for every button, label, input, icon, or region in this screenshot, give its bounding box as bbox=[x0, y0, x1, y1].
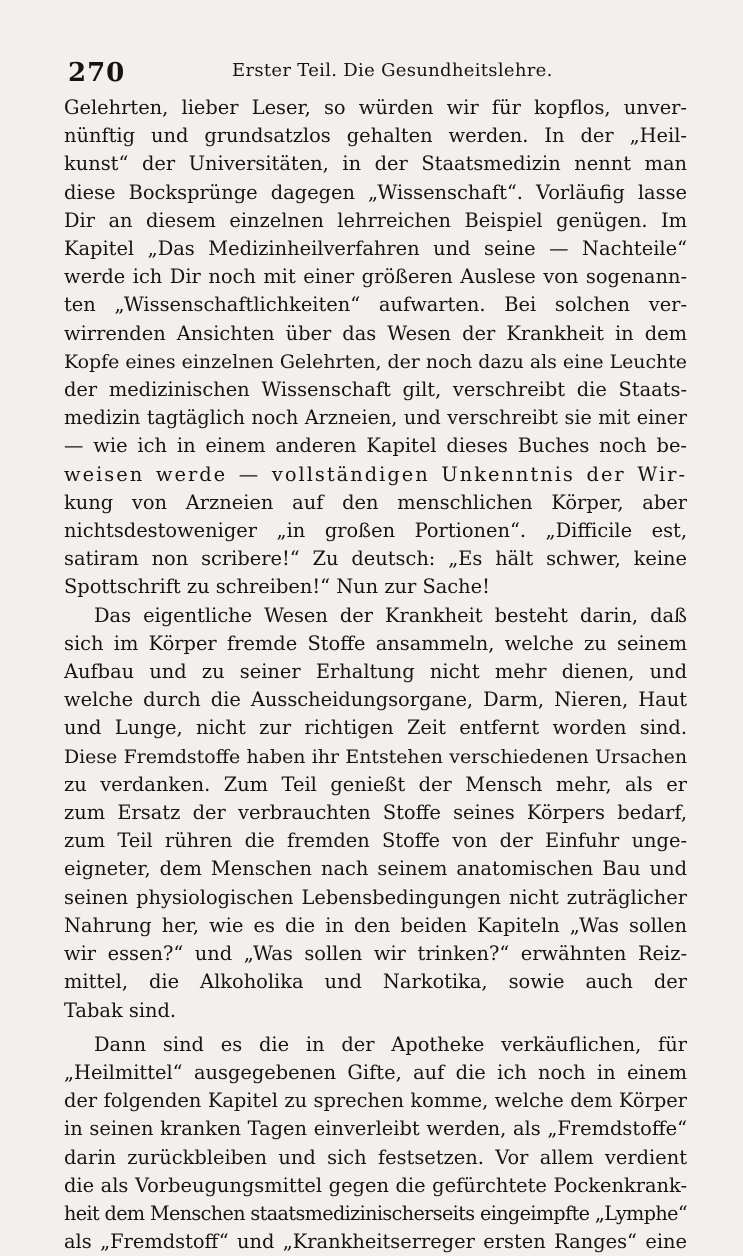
text-line: in seinen kranken Tagen einverleibt werden, als „Fremdstoffe“ bbox=[64, 1117, 687, 1141]
text-line: nichtsdestoweniger „in großen Portionen“. „Difficile est, bbox=[64, 519, 687, 543]
running-head: Erster Teil. Die Gesundheitslehre. bbox=[232, 60, 553, 81]
text-line: ten „Wissenschaftlichkeiten“ aufwarten. Bei solchen ver- bbox=[64, 293, 687, 317]
paragraph-3 bbox=[64, 1031, 687, 1256]
text-line: der folgenden Kapitel zu sprechen komme, welche dem Körper bbox=[64, 1089, 687, 1113]
text-line: zu verdanken. Zum Teil genießt der Mensch mehr, als er bbox=[64, 772, 687, 796]
text-line: Gelehrten, lieber Leser, so würden wir für kopflos, unver- bbox=[64, 96, 687, 119]
text-line: Kapitel „Das Medizinheilverfahren und seine — Nachteile“ bbox=[64, 237, 687, 261]
text-line: Tabak sind. bbox=[64, 998, 177, 1022]
text-line: diese Bocksprünge dagegen „Wissenschaft“. Vorläufig lasse bbox=[64, 180, 687, 204]
text-line: kunst“ der Universitäten, in der Staatsmedizin nennt man bbox=[64, 152, 687, 176]
text-line: der medizinischen Wissenschaft gilt, verschreibt die Staats- bbox=[64, 378, 687, 402]
text-line: wirrenden Ansichten über das Wesen der Krankheit in dem bbox=[64, 321, 687, 345]
text-line: seinen physiologischen Lebensbedingungen nicht zuträglicher bbox=[64, 885, 687, 909]
text-line: Kopfe eines einzelnen Gelehrten, der noch dazu als eine Leuchte bbox=[64, 350, 687, 373]
text-line: und Lunge, nicht zur richtigen Zeit entfernt worden sind. bbox=[64, 716, 687, 740]
text-line: sich im Körper fremde Stoffe ansammeln, welche zu seinem bbox=[64, 631, 687, 655]
text-line: wir essen?“ und „Was sollen wir trinken?“ erwähnten Reiz- bbox=[64, 942, 687, 966]
body-text bbox=[64, 94, 687, 1256]
text-line: Dann sind es die in der Apotheke verkäuflichen, für bbox=[94, 1032, 687, 1056]
text-line: Diese Fremdstoffe haben ihr Entstehen verschiedenen Ursachen bbox=[64, 745, 687, 768]
text-line: „Heilmittel“ ausgegebenen Gifte, auf die ich noch in einem bbox=[64, 1060, 687, 1084]
text-line: eigneter, dem Menschen nach seinem anatomischen Bau und bbox=[64, 857, 687, 881]
text-line: satiram non scribere!“ Zu deutsch: „Es hält schwer, keine bbox=[64, 547, 687, 571]
paragraph-1 bbox=[64, 94, 687, 602]
text-line: nünftig und grundsatzlos gehalten werden. In der „Heil- bbox=[64, 124, 687, 148]
text-line: Das eigentliche Wesen der Krankheit besteht darin, daß bbox=[94, 603, 687, 627]
paragraph-2 bbox=[64, 602, 687, 1025]
text-line: die als Vorbeugungsmittel gegen die gefürchtete Pockenkrank- bbox=[64, 1173, 687, 1197]
page-header bbox=[64, 44, 687, 88]
text-line: Nahrung her, wie es die in den beiden Kapiteln „Was sollen bbox=[64, 913, 687, 937]
text-line: kung von Arzneien auf den menschlichen Körper, aber bbox=[64, 490, 687, 514]
text-line: zum Teil rühren die fremden Stoffe von der Einfuhr unge- bbox=[64, 829, 687, 853]
text-line: Spottschrift zu schreiben!“ Nun zur Sache! bbox=[64, 575, 490, 599]
text-line: medizin tagtäglich noch Arzneien, und verschreibt sie mit einer bbox=[64, 406, 687, 430]
text-line: zum Ersatz der verbrauchten Stoffe seines Körpers bedarf, bbox=[64, 801, 687, 825]
text-line: Dir an diesem einzelnen lehrreichen Beispiel genügen. Im bbox=[64, 208, 687, 232]
text-line: — wie ich in einem anderen Kapitel dieses Buches noch be- bbox=[64, 434, 687, 458]
text-line: heit dem Menschen staatsmedizinischerseits eingeimpfte „Lymphe“ bbox=[64, 1201, 687, 1225]
text-line: mittel, die Alkoholika und Narkotika, sowie auch der bbox=[64, 970, 687, 994]
page-number: 270 bbox=[68, 58, 126, 88]
text-line: darin zurückbleiben und sich festsetzen. Vor allem verdient bbox=[64, 1145, 687, 1169]
text-line: Aufbau und zu seiner Erhaltung nicht mehr dienen, und bbox=[64, 660, 687, 684]
text-line: werde ich Dir noch mit einer größeren Auslese von sogenann- bbox=[64, 265, 687, 289]
text-line: welche durch die Ausscheidungsorgane, Darm, Nieren, Haut bbox=[64, 688, 687, 712]
text-line: als „Fremdstoff“ und „Krankheitserreger ersten Ranges“ eine bbox=[64, 1230, 687, 1254]
text-line: weisen werde — vollständigen Unkenntnis der Wir- bbox=[64, 462, 687, 486]
